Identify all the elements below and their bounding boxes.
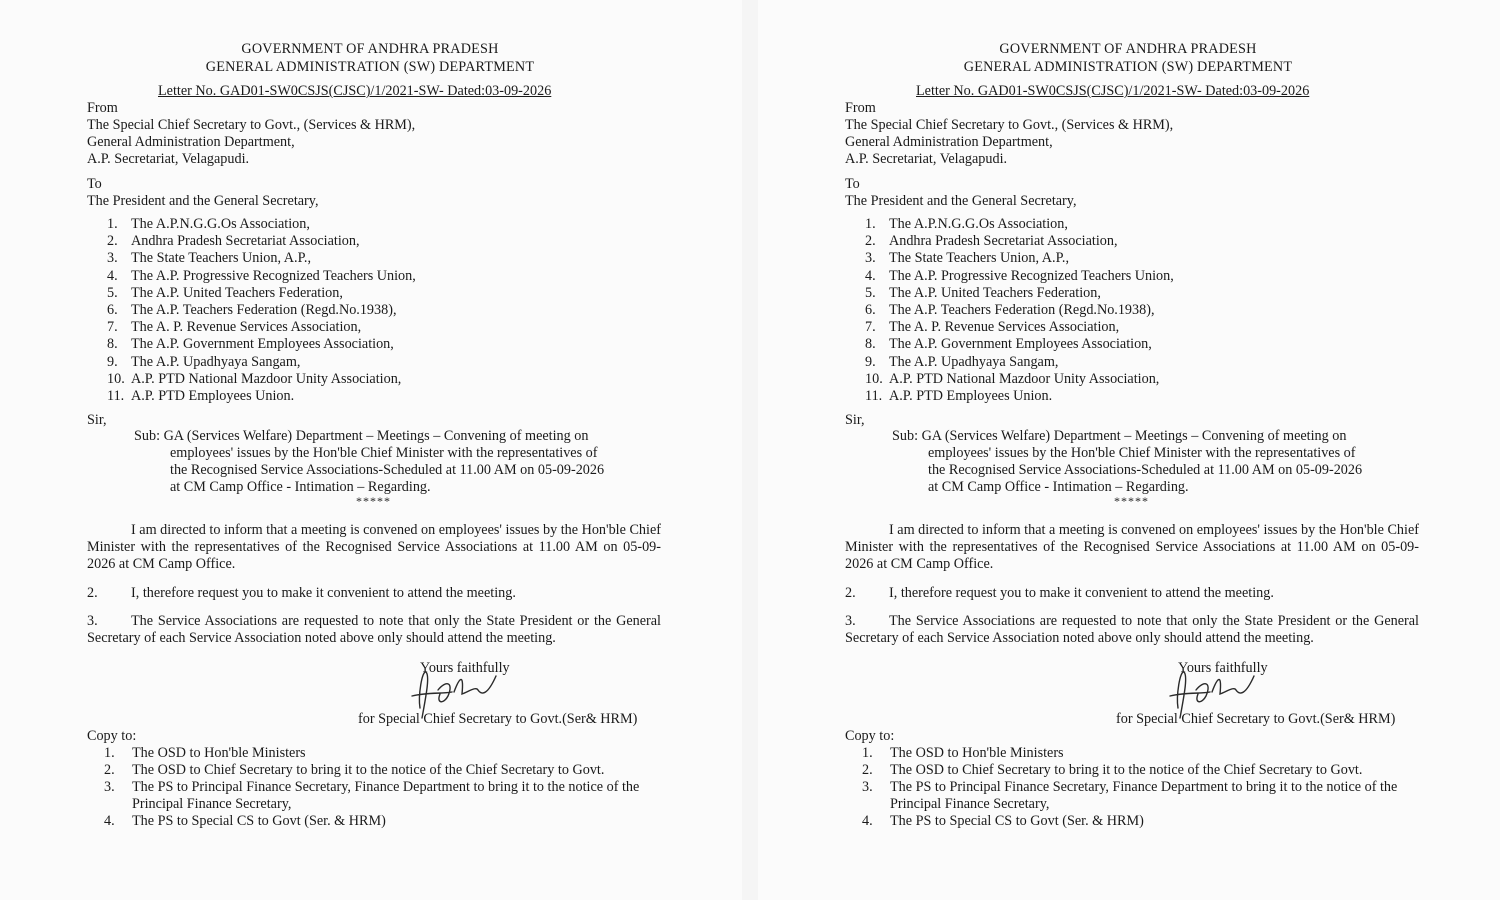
from-line: The Special Chief Secretary to Govt., (Services & HRM),	[87, 117, 416, 133]
list-item: 1. The OSD to Hon'ble Ministers	[862, 745, 1064, 761]
list-item: 11. A.P. PTD Employees Union.	[865, 387, 1053, 404]
from-line: A.P. Secretariat, Velagapudi.	[87, 151, 250, 167]
list-item: 11. A.P. PTD Employees Union.	[107, 387, 295, 404]
salutation: Sir,	[845, 412, 865, 428]
list-item: 3. The PS to Principal Finance Secretary, Finance Department to bring it to the notice of the Principal Finance Secretary,	[104, 779, 640, 812]
list-item: 9. The A.P. Upadhyaya Sangam,	[865, 353, 1059, 370]
from-label: From	[845, 100, 876, 116]
list-item: 3. The State Teachers Union, A.P.,	[865, 250, 1069, 267]
body-paragraph-3: 3. The Service Associations are requested to note that only the State President or the General Secretary of each Service Association noted above only should attend the meeting.	[845, 613, 1419, 646]
recipient-list	[107, 216, 416, 405]
subject-line: Sub: GA (Services Welfare) Department – Meetings – Convening of meeting on	[134, 428, 589, 444]
list-item: 9. The A.P. Upadhyaya Sangam,	[107, 353, 301, 370]
list-item: 3. The PS to Principal Finance Secretary, Finance Department to bring it to the notice of the Principal Finance Secretary,	[862, 779, 1398, 812]
list-item: 1. The A.P.N.G.G.Os Association,	[865, 216, 1068, 232]
letter-number: Letter No. GAD01-SW0CSJS(CJSC)/1/2021-SW- Dated:03-09-2026	[916, 83, 1310, 99]
list-item: 7. The A. P. Revenue Services Association,	[865, 319, 1120, 336]
subject-line: Sub: GA (Services Welfare) Department – Meetings – Convening of meeting on	[892, 428, 1347, 444]
subject-line: employees' issues by the Hon'ble Chief Minister with the representatives of	[170, 445, 598, 461]
recipient-list	[865, 216, 1174, 405]
subject-line: the Recognised Service Associations-Scheduled at 11.00 AM on 05-09-2026	[170, 462, 605, 478]
list-item: 1. The OSD to Hon'ble Ministers	[104, 745, 306, 761]
copy-list	[862, 745, 1422, 830]
body-paragraph-1: I am directed to inform that a meeting is convened on employees' issues by the Hon'ble Chief Minister with the representatives of the Recognised Service Associations at 11.00 AM on 05-09-2026 at CM Camp Office.	[845, 522, 1419, 572]
department-heading: GENERAL ADMINISTRATION (SW) DEPARTMENT	[205, 59, 535, 75]
closing-for-line: for Special Chief Secretary to Govt.(Ser& HRM)	[358, 711, 638, 727]
list-item: 3. The State Teachers Union, A.P.,	[107, 250, 311, 267]
list-item: 4. The PS to Special CS to Govt (Ser. & HRM)	[862, 813, 1144, 829]
body-paragraph-2: 2. I, therefore request you to make it convenient to attend the meeting.	[87, 585, 516, 601]
salutation: Sir,	[87, 412, 107, 428]
from-label: From	[87, 100, 118, 116]
subject-line: employees' issues by the Hon'ble Chief Minister with the representatives of	[928, 445, 1356, 461]
subject-block	[134, 428, 654, 496]
list-item: 4. The A.P. Progressive Recognized Teachers Union,	[865, 267, 1174, 284]
list-item: 10. A.P. PTD National Mazdoor Unity Association,	[107, 370, 402, 387]
copy-to-label: Copy to:	[845, 728, 895, 744]
closing-for-line: for Special Chief Secretary to Govt.(Ser& HRM)	[1116, 711, 1396, 727]
from-line: The Special Chief Secretary to Govt., (Services & HRM),	[845, 117, 1174, 133]
subject-line: the Recognised Service Associations-Scheduled at 11.00 AM on 05-09-2026	[928, 462, 1363, 478]
list-item: 7. The A. P. Revenue Services Association,	[107, 319, 362, 336]
list-item: 4. The PS to Special CS to Govt (Ser. & HRM)	[104, 813, 386, 829]
letter-page-right	[758, 0, 1500, 900]
from-line: General Administration Department,	[87, 134, 295, 150]
subject-stars: *****	[1114, 494, 1149, 508]
subject-stars: *****	[356, 494, 391, 508]
list-item: 5. The A.P. United Teachers Federation,	[107, 284, 343, 301]
list-item: 1. The A.P.N.G.G.Os Association,	[107, 216, 310, 232]
list-item: 8. The A.P. Government Employees Association,	[107, 336, 394, 353]
list-item: 5. The A.P. United Teachers Federation,	[865, 284, 1101, 301]
from-address	[845, 117, 1173, 168]
copy-list	[104, 745, 664, 830]
to-label: To	[87, 176, 102, 192]
list-item: 2. The OSD to Chief Secretary to bring it to the notice of the Chief Secretary to Govt.	[862, 762, 1363, 778]
to-label: To	[845, 176, 860, 192]
copy-to-label: Copy to:	[87, 728, 137, 744]
list-item: 4. The A.P. Progressive Recognized Teachers Union,	[107, 267, 416, 284]
from-line: A.P. Secretariat, Velagapudi.	[845, 151, 1008, 167]
govt-heading: GOVERNMENT OF ANDHRA PRADESH	[999, 41, 1257, 57]
to-recipient: The President and the General Secretary,	[87, 193, 319, 209]
letter-number: Letter No. GAD01-SW0CSJS(CJSC)/1/2021-SW- Dated:03-09-2026	[158, 83, 552, 99]
body-paragraph-2: 2. I, therefore request you to make it convenient to attend the meeting.	[845, 585, 1274, 601]
letter-page-left	[0, 0, 742, 900]
list-item: 2. The OSD to Chief Secretary to bring it to the notice of the Chief Secretary to Govt.	[104, 762, 605, 778]
body-paragraph-3: 3. The Service Associations are requested to note that only the State President or the General Secretary of each Service Association noted above only should attend the meeting.	[87, 613, 661, 646]
from-address	[87, 117, 415, 168]
list-item: 6. The A.P. Teachers Federation (Regd.No.1938),	[107, 301, 397, 318]
from-line: General Administration Department,	[845, 134, 1053, 150]
subject-line: at CM Camp Office - Intimation – Regarding.	[170, 479, 431, 495]
list-item: 10. A.P. PTD National Mazdoor Unity Association,	[865, 370, 1160, 387]
list-item: 2. Andhra Pradesh Secretariat Association,	[865, 233, 1118, 250]
subject-block	[892, 428, 1412, 496]
department-heading: GENERAL ADMINISTRATION (SW) DEPARTMENT	[963, 59, 1293, 75]
closing-yours-faithfully: Yours faithfully	[420, 660, 510, 676]
to-recipient: The President and the General Secretary,	[845, 193, 1077, 209]
body-paragraph-1: I am directed to inform that a meeting is convened on employees' issues by the Hon'ble Chief Minister with the representatives of the Recognised Service Associations at 11.00 AM on 05-09-2026 at CM Camp Office.	[87, 522, 661, 572]
list-item: 8. The A.P. Government Employees Association,	[865, 336, 1152, 353]
list-item: 2. Andhra Pradesh Secretariat Association,	[107, 233, 360, 250]
subject-line: at CM Camp Office - Intimation – Regarding.	[928, 479, 1189, 495]
closing-yours-faithfully: Yours faithfully	[1178, 660, 1268, 676]
govt-heading: GOVERNMENT OF ANDHRA PRADESH	[241, 41, 499, 57]
list-item: 6. The A.P. Teachers Federation (Regd.No.1938),	[865, 301, 1155, 318]
